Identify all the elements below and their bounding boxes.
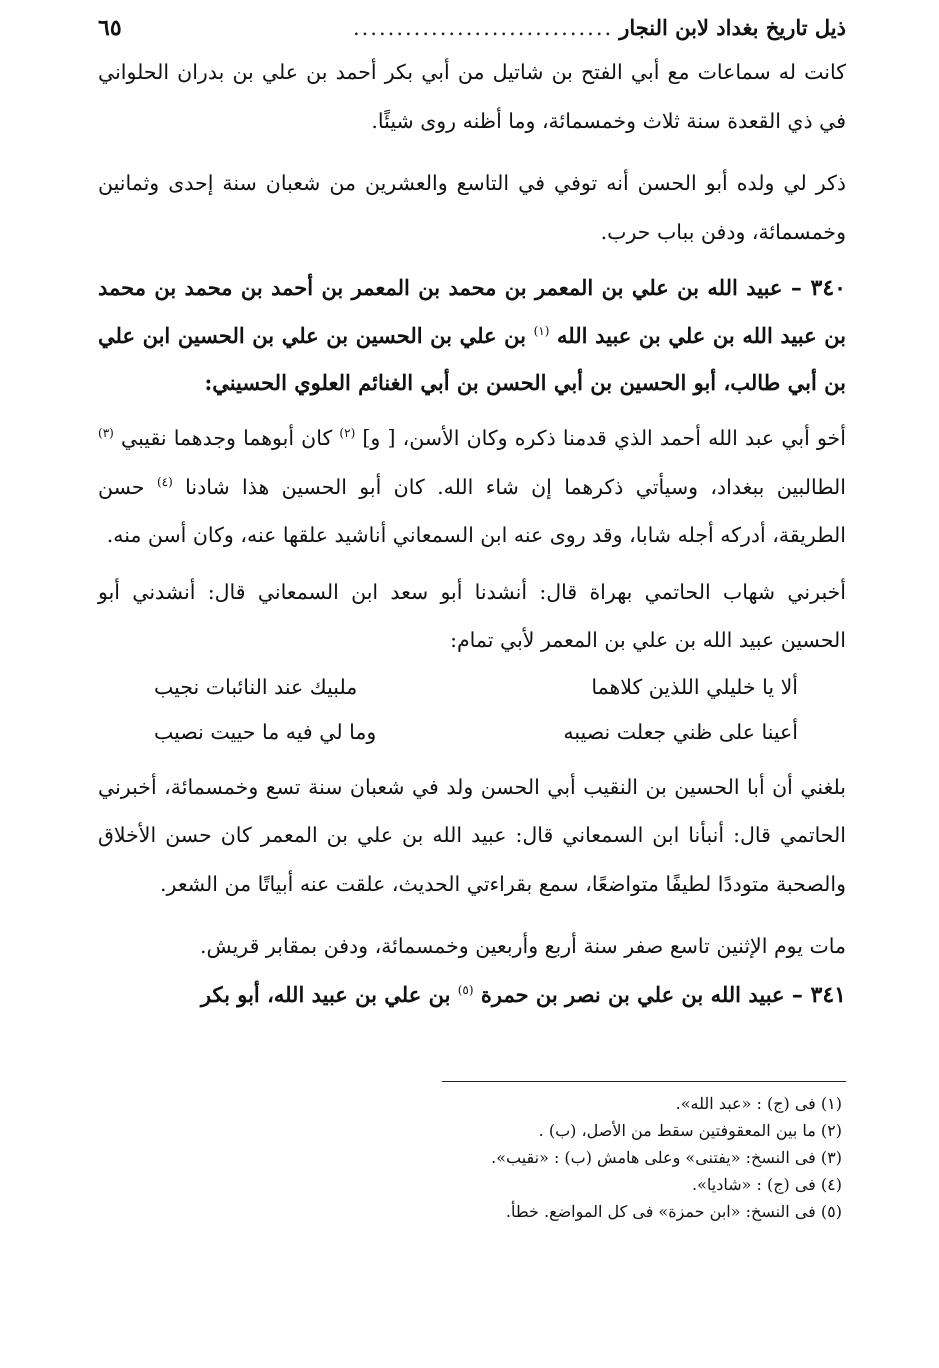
spacer <box>98 908 846 922</box>
verse-1-first-hemistich: ألا يا خليلي اللذين كلاهما <box>591 674 798 699</box>
spacer <box>98 256 846 264</box>
page <box>98 8 846 1019</box>
spacer <box>98 406 846 414</box>
verse-line-2 <box>98 710 846 755</box>
verse-2-second-hemistich: وما لي فيه ما حييت نصيب <box>154 719 377 744</box>
paragraph-2: ذكر لي ولده أبو الحسن أنه توفي في التاسع والعشرين من شعبان سنة إحدى وثمانين وخمسمائة، ودفن بباب حرب. <box>98 171 846 244</box>
verse-1-second-hemistich: ملبيك عند النائبات نجيب <box>154 674 358 699</box>
footnote-4: (٤) فى (ج) : «شاديا». <box>691 1175 842 1194</box>
verse-2-first-hemistich: أعينا على ظني جعلت نصيبه <box>563 719 798 744</box>
footnote-divider <box>442 1081 846 1082</box>
spacer <box>98 145 846 159</box>
footnote-ref-4: (٤) <box>156 474 173 489</box>
footnote-ref-1: (١) <box>533 324 550 338</box>
footnote-3: (٣) فى النسخ: «يفتنى» وعلى هامش (ب) : «نقيب». <box>491 1148 842 1167</box>
paragraph-3-bracket: [ و] <box>362 426 396 450</box>
entry-340-name-b: بن علي بن الحسين بن علي بن الحسين ابن علي بن أبي طالب، أبو الحسين بن أبي الحسن بن أبي الغنائم العلوي الحسيني: <box>98 323 846 395</box>
page-header <box>98 8 846 48</box>
paragraph-3-part-d: الطالبين ببغداد، وسيأتي ذكرهما إن شاء الله. كان أبو الحسين هذا شادنا <box>185 474 846 499</box>
spacer <box>98 560 846 568</box>
paragraph-3-part-a: أخو أبي عبد الله أحمد الذي قدمنا ذكره وكان الأسن، <box>402 426 846 450</box>
entry-340-name-a: عبيد الله بن علي بن المعمر بن محمد بن المعمر بن أحمد بن محمد بن محمد بن عبيد الله بن علي بن عبيد الله <box>98 275 847 348</box>
footnote-1: (١) فى (ج) : «عبد الله». <box>675 1094 842 1113</box>
footnotes <box>98 1090 842 1225</box>
header-dots: .............................. <box>352 16 614 40</box>
paragraph-4: أخبرني شهاب الحاتمي بهراة قال: أنشدنا أبو سعد ابن السمعاني قال: أنشدني أبو الحسين عبيد الله بن علي بن المعمر لأبي تمام: <box>98 579 846 652</box>
entry-341-number: ٣٤١ – <box>791 981 846 1008</box>
page-number: ٦٥ <box>98 15 122 41</box>
entry-340-number: ٣٤٠ – <box>790 275 846 301</box>
paragraph-3-part-e: حسن الطريقة، أدركه أجله شابا، وقد روى عنه ابن السمعاني أناشيد علقها عنه، وكان أسن منه. <box>98 474 846 547</box>
footnote-ref-3: (٣) <box>98 426 114 441</box>
paragraph-6: مات يوم الإثنين تاسع صفر سنة أربع وأربعين وخمسمائة، ودفن بمقابر قريش. <box>199 934 846 958</box>
entry-341-name-b: بن علي بن عبيد الله، أبو بكر <box>200 981 451 1007</box>
paragraph-5: بلغني أن أبا الحسين بن النقيب أبي الحسن ولد في شعبان سنة تسع وخمسمائة، أخبرني الحاتمي قال: أنبأنا ابن السمعاني قال: عبيد الله بن علي بن المعمر كان حسن الأخلاق والصحبة متوددًا لطيفًا متواضعًا، سمع بقراءتي الحديث، علقت عنه أبياتًا من الشعر. <box>98 774 846 896</box>
footnote-ref-2: (٢) <box>339 426 356 441</box>
footnote-ref-5: (٥) <box>457 982 474 997</box>
footnote-5: (٥) فى النسخ: «ابن حمزة» فى كل المواضع. خطأ. <box>505 1202 842 1221</box>
paragraph-3 <box>98 414 846 560</box>
paragraph-3-part-c: كان أبوهما وجدهما نقيبي <box>121 426 333 450</box>
entry-341-heading <box>98 971 846 1019</box>
running-title: ذيل تاريخ بغداد لابن النجار <box>619 15 846 40</box>
spacer <box>98 755 846 763</box>
paragraph-1: كانت له سماعات مع أبي الفتح بن شاتيل من أبي بكر أحمد بن علي بن بدران الحلواني في ذي القعدة سنة ثلاث وخمسمائة، وما أظنه روى شيئًا. <box>98 60 846 133</box>
entry-340-heading <box>98 264 846 406</box>
verse-line-1 <box>98 665 846 710</box>
entry-341-name-a: عبيد الله بن علي بن نصر بن حمرة <box>480 981 785 1007</box>
footnote-2: (٢) ما بين المعقوفتين سقط من الأصل، (ب) . <box>538 1121 842 1140</box>
